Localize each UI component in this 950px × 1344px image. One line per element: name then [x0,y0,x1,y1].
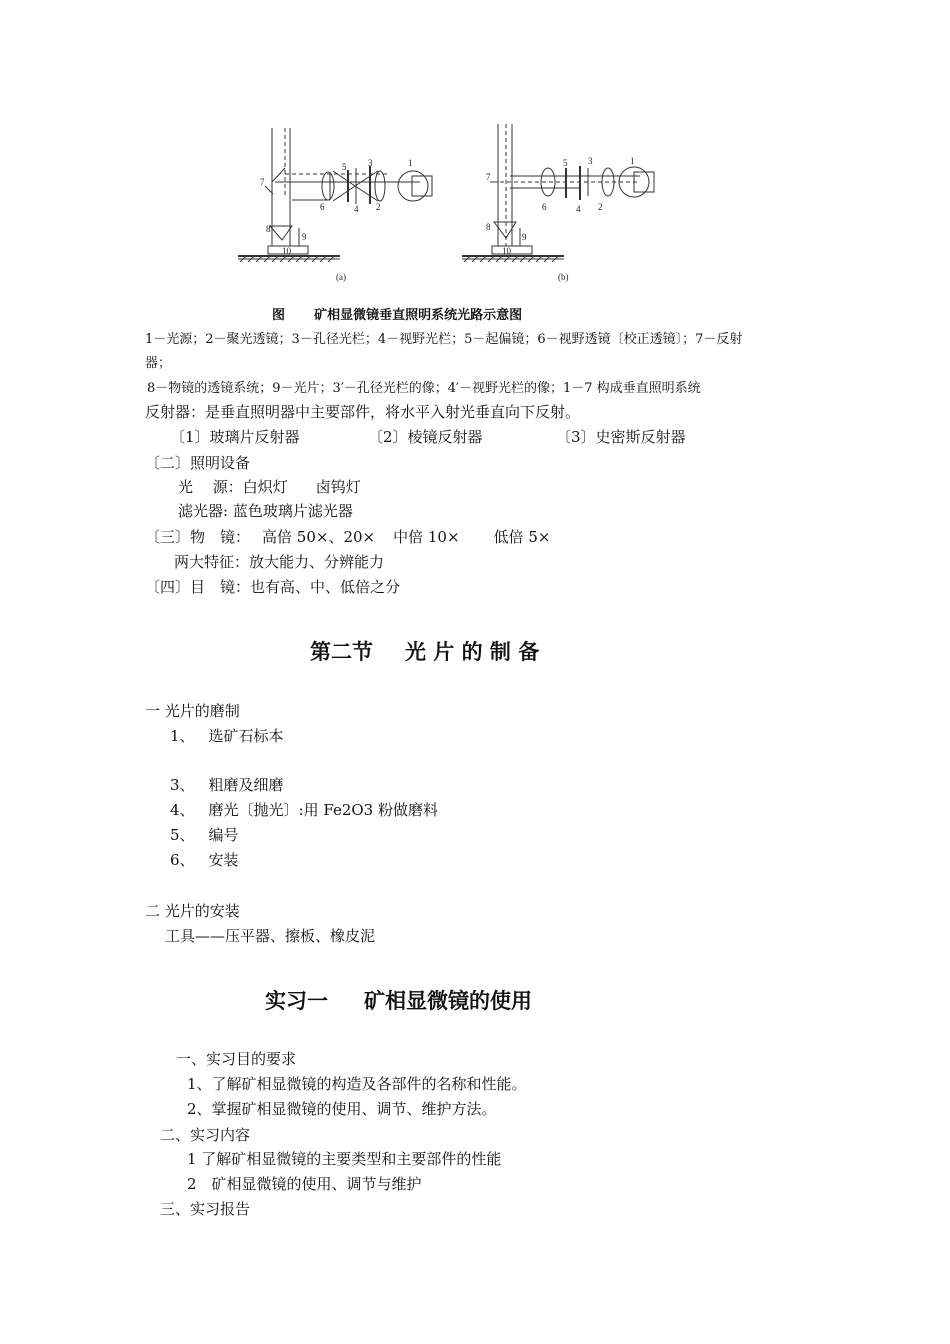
fig-a-label-1: 1 [408,158,413,168]
fig-a-label-9: 9 [302,232,307,242]
figure-labels [260,156,635,282]
fig-b-label-3: 3 [588,156,593,166]
step-1-num: 1、 [170,727,195,745]
fig-b-label-10: 10 [502,246,511,256]
fig-a-label-8: 8 [266,224,271,234]
diagram-a [238,128,432,262]
step-4-num: 4、 [170,801,195,819]
fig-b-label-6: 6 [542,202,547,212]
fig-b-label-5: 5 [563,158,568,168]
fig-a-label-10: 10 [282,246,291,256]
legend-line-1b: 器； [145,356,172,371]
step-1 [170,725,284,746]
reflector-description: 反射器：是垂直照明器中主要部件，将水平入射光垂直向下反射。 [145,403,581,421]
fig-b-label-8: 8 [486,222,491,232]
light-source-label: 光 源： [178,478,243,496]
step-1-text: 选矿石标本 [208,727,284,745]
fig-a-label-5: 5 [342,162,347,172]
step-4-text: 磨光〔抛光〕:用 Fe2O3 粉做磨料 [208,801,438,819]
practice-title-number: 实习一 [265,989,328,1013]
fig-a-label-3: 3 [368,158,373,168]
eyepiece-line: 〔四〕目 镜：也有高、中、低倍之分 [145,578,401,596]
step-3-text: 粗磨及细磨 [208,776,284,794]
light-source [178,476,361,497]
goal-heading: 一、实习目的要求 [176,1050,297,1068]
figure-caption [272,304,522,323]
content-1: 1 了解矿相显微镜的主要类型和主要部件的性能 [187,1150,502,1168]
fig-a-label-6: 6 [320,202,325,212]
step-3-num: 3、 [170,776,195,794]
light-source-a: 白炽灯 [242,478,288,496]
objective-high: 高倍 50×、20× [262,528,376,546]
light-source-b: 卤钨灯 [315,478,361,496]
report-heading: 三、实习报告 [160,1200,251,1218]
fig-a-label-4: 4 [354,204,359,214]
fig-a-caption: (a) [336,272,346,282]
mount-tools: 工具——压平器、擦板、橡皮泥 [165,927,376,945]
objective-low: 低倍 5× [493,528,551,546]
lighting-heading: 〔二〕照明设备 [145,454,251,472]
step-6-text: 安装 [208,851,239,869]
reflector-type-3: 〔3〕史密斯反射器 [556,428,686,446]
fig-a-label-2: 2 [376,202,381,212]
diagram-b [462,124,654,262]
objective-line [145,526,550,547]
step-5-text: 编号 [208,826,239,844]
objective-mid: 中倍 10× [393,528,460,546]
practice-title [265,985,532,1015]
section-2-title-text: 光 片 的 制 备 [405,640,540,664]
grinding-heading: 一 光片的磨制 [145,702,240,720]
step-3 [170,774,284,795]
goal-2: 2、掌握矿相显微镜的使用、调节、维护方法。 [187,1100,497,1118]
fig-a-label-7: 7 [260,177,265,187]
step-4 [170,799,438,820]
figure-caption-title: 矿相显微镜垂直照明系统光路示意图 [314,308,523,323]
step-5-num: 5、 [170,826,195,844]
practice-title-text: 矿相显微镜的使用 [364,989,532,1013]
section-2-title [310,636,539,666]
optical-path-figure [230,118,670,294]
optical-path-diagrams [230,118,670,290]
step-6-num: 6、 [170,851,195,869]
fig-b-caption: (b) [558,272,569,282]
mount-heading: 二 光片的安装 [145,902,240,920]
goal-1: 1、了解矿相显微镜的构造及各部件的名称和性能。 [187,1075,527,1093]
fig-b-label-7: 7 [486,172,491,182]
light-filter: 滤光器: 蓝色玻璃片滤光器 [178,502,353,520]
content-heading: 二、实习内容 [160,1126,251,1144]
fig-b-label-2: 2 [598,202,603,212]
legend-line-2: 8－物镜的透镜系统；9－光片；3′－孔径光栏的像；4′－视野光栏的像；1－7 构成垂直照明系统 [147,381,701,396]
fig-b-label-9: 9 [522,232,527,242]
objective-heading: 〔三〕物 镜： [145,528,251,546]
step-6 [170,849,239,870]
legend-line-1: 1－光源；2－聚光透镜；3－孔径光栏；4－视野光栏；5－起偏镜；6－视野透镜〔校正透镜〕；7－反射 [145,332,743,347]
reflector-type-2: 〔2〕棱镜反射器 [368,428,483,446]
step-5 [170,824,239,845]
figure-caption-prefix: 图 [272,308,286,323]
fig-b-label-1: 1 [630,156,635,166]
fig-b-label-4: 4 [576,204,581,214]
objective-features: 两大特征：放大能力、分辨能力 [174,553,385,571]
section-2-title-number: 第二节 [310,640,373,664]
content-2: 2 矿相显微镜的使用、调节与维护 [187,1175,422,1193]
reflector-type-1: 〔1〕玻璃片反射器 [170,428,300,446]
